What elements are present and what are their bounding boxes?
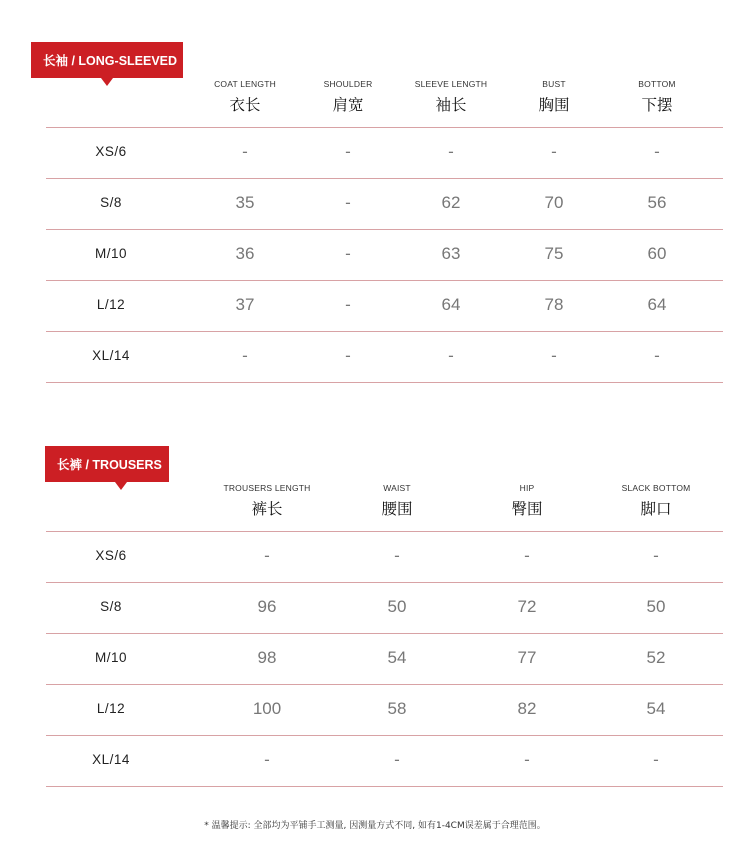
col-head-waist — [337, 483, 457, 519]
long-sleeved-tag: 长袖 / LONG-SLEEVED — [31, 42, 183, 78]
value-cell: 64 — [647, 295, 667, 314]
value-cell: 50 — [387, 597, 407, 616]
value-cell: - — [654, 142, 660, 161]
col-head-en: SHOULDER — [323, 79, 373, 89]
value-cell: - — [448, 142, 454, 161]
size-label: XL/14 — [92, 752, 130, 767]
value-cell: 70 — [544, 193, 564, 212]
value-cell: 36 — [235, 244, 255, 263]
col-head-en: BUST — [542, 79, 566, 89]
col-head-hip — [467, 483, 587, 519]
value-cell: 35 — [235, 193, 255, 212]
value-cell: 60 — [647, 244, 667, 263]
value-cell: 63 — [441, 244, 461, 263]
col-head-cn: 胸围 — [538, 96, 570, 114]
value-cell: - — [345, 193, 351, 212]
value-cell: 78 — [544, 295, 564, 314]
value-cell: - — [345, 142, 351, 161]
value-cell: - — [264, 750, 270, 769]
size-label: S/8 — [100, 599, 122, 614]
value-cell: 58 — [387, 699, 407, 718]
value-cell: 96 — [257, 597, 277, 616]
value-cell: - — [524, 750, 530, 769]
table-row — [46, 685, 723, 735]
size-label: L/12 — [96, 701, 126, 716]
value-cell: 75 — [544, 244, 564, 263]
table-row — [46, 532, 723, 582]
value-cell: - — [345, 295, 351, 314]
value-cell: - — [448, 346, 454, 365]
col-head-en: SLACK BOTTOM — [621, 483, 691, 493]
size-label: M/10 — [94, 246, 127, 261]
col-head-trousers-length — [207, 483, 327, 519]
col-head-cn: 裤长 — [251, 500, 283, 518]
value-cell: - — [394, 750, 400, 769]
table-row — [46, 634, 723, 684]
value-cell: 77 — [517, 648, 537, 667]
value-cell: 64 — [441, 295, 461, 314]
value-cell: - — [345, 346, 351, 365]
row-divider — [46, 786, 723, 787]
value-cell: - — [524, 546, 530, 565]
col-head-cn: 衣长 — [229, 96, 261, 114]
footnote: * 温馨提示: 全部均为平铺手工测量, 因测量方式不同, 如有1-4CM误差属于合理范围。 — [204, 821, 546, 831]
value-cell: 62 — [441, 193, 461, 212]
col-head-cn: 脚口 — [640, 500, 672, 518]
col-head-en: COAT LENGTH — [214, 79, 276, 89]
value-cell: - — [653, 750, 659, 769]
size-label: L/12 — [96, 297, 126, 312]
value-cell: - — [394, 546, 400, 565]
col-head-cn: 下摆 — [641, 96, 673, 114]
value-cell: 52 — [646, 648, 666, 667]
size-label: S/8 — [100, 195, 122, 210]
value-cell: - — [345, 244, 351, 263]
value-cell: 56 — [647, 193, 667, 212]
value-cell: 98 — [257, 648, 277, 667]
col-head-cn: 袖长 — [435, 96, 467, 114]
col-head-en: BOTTOM — [638, 79, 676, 89]
size-label: M/10 — [94, 650, 127, 665]
size-label: XS/6 — [95, 548, 127, 563]
col-head-en: WAIST — [383, 483, 411, 493]
value-cell: 72 — [517, 597, 537, 616]
value-cell: 50 — [646, 597, 666, 616]
value-cell: 100 — [252, 699, 282, 718]
col-head-slack-bottom — [596, 483, 716, 519]
size-label: XS/6 — [95, 144, 127, 159]
col-head-cn: 臀围 — [511, 500, 543, 518]
value-cell: - — [551, 346, 557, 365]
value-cell: - — [264, 546, 270, 565]
col-head-cn: 肩宽 — [332, 96, 364, 114]
value-cell: - — [654, 346, 660, 365]
col-head-en: TROUSERS LENGTH — [223, 483, 311, 493]
value-cell: 82 — [517, 699, 537, 718]
col-head-cn: 腰围 — [381, 500, 413, 518]
value-cell: 37 — [235, 295, 255, 314]
value-cell: 54 — [387, 648, 407, 667]
value-cell: - — [653, 546, 659, 565]
table-row — [46, 583, 723, 633]
table-row — [46, 736, 723, 786]
size-label: XL/14 — [92, 348, 130, 363]
value-cell: - — [242, 142, 248, 161]
col-head-en: SLEEVE LENGTH — [414, 79, 488, 89]
value-cell: - — [551, 142, 557, 161]
col-head-en: HIP — [519, 483, 535, 493]
value-cell: - — [242, 346, 248, 365]
trousers-tag: 长裤 / TROUSERS — [45, 446, 169, 482]
value-cell: 54 — [646, 699, 666, 718]
